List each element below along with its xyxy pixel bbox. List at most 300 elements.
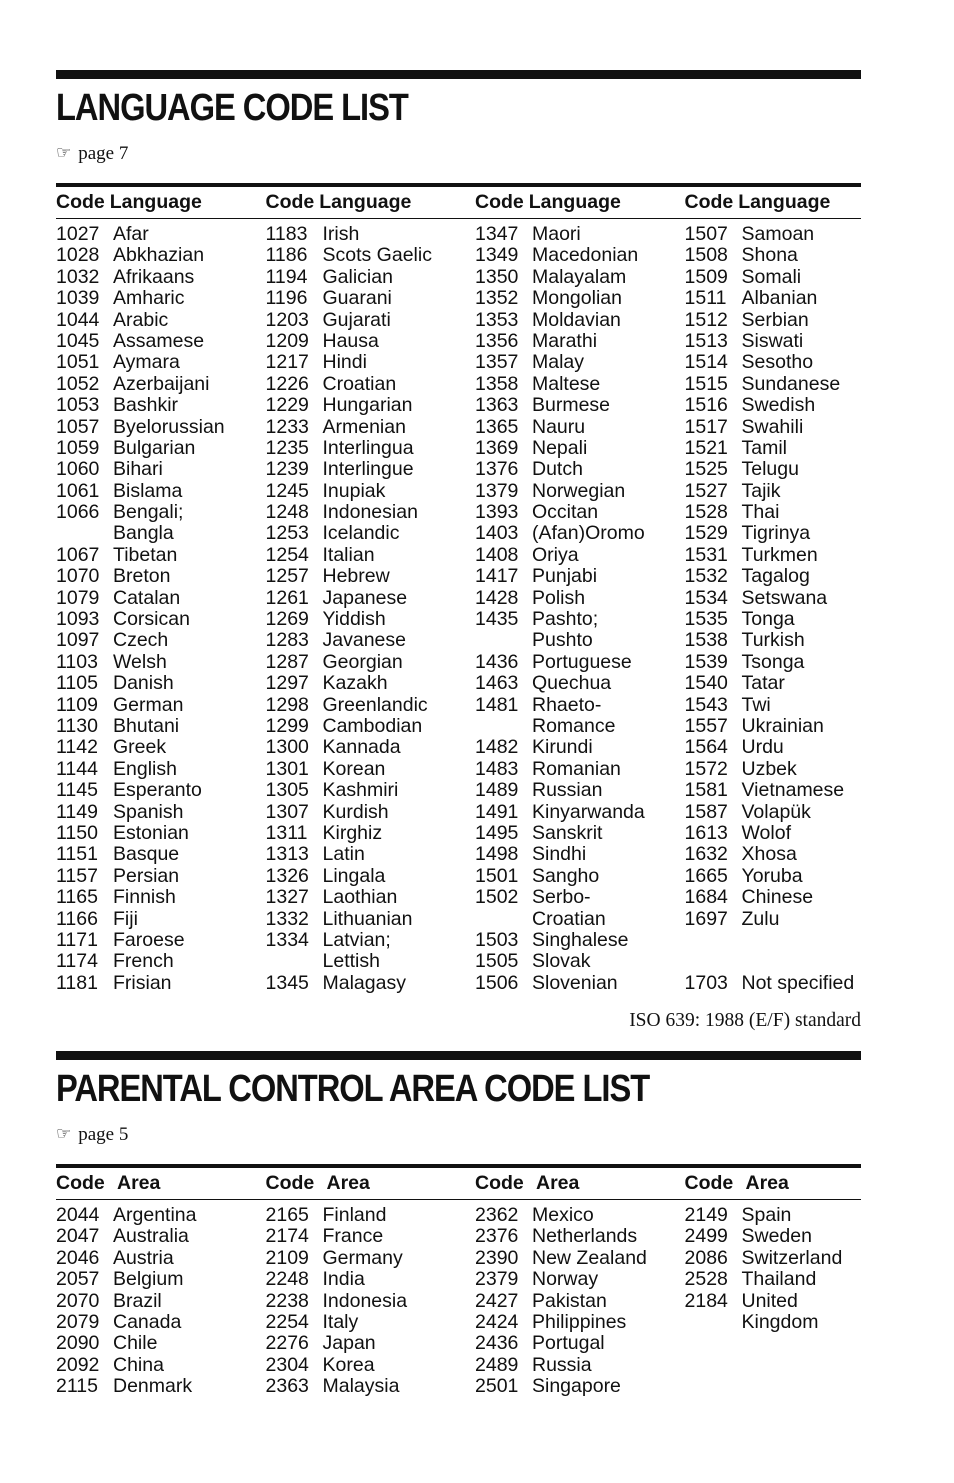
name-cell: Australia (113, 1225, 189, 1248)
name-cell: Assamese (113, 329, 205, 352)
table-header (56, 1168, 861, 1199)
table-row (685, 545, 861, 566)
code-cell: 1028 (56, 244, 100, 267)
code-cell: 1356 (475, 329, 519, 352)
name-cell: Brazil (113, 1289, 162, 1312)
table-row (475, 1312, 685, 1333)
table-row (685, 438, 861, 459)
code-cell: 1501 (475, 864, 519, 887)
table-row (56, 930, 266, 951)
name-cell: Nauru (532, 415, 586, 438)
name-cell: Slovak (532, 950, 591, 973)
code-cell: 1052 (56, 372, 100, 395)
table-row (685, 609, 861, 630)
name-cell: Somali (741, 265, 802, 288)
table-row (266, 1248, 476, 1269)
table-row (56, 866, 266, 887)
code-cell: 1345 (265, 971, 309, 994)
name-cell: Serbo- (532, 886, 591, 909)
code-cell: 1508 (684, 244, 728, 267)
table-row (56, 352, 266, 373)
table-row (475, 673, 685, 694)
table-row (475, 951, 685, 972)
code-cell: 2149 (684, 1204, 728, 1226)
name-cell: Tatar (741, 672, 785, 695)
table-row (475, 245, 685, 266)
code-cell: 1327 (265, 886, 309, 909)
table-row (685, 844, 861, 865)
name-cell: Quechua (532, 672, 612, 695)
name-cell: Sindhi (532, 843, 587, 866)
name-cell: Spain (741, 1204, 792, 1226)
name-cell: Zulu (741, 907, 780, 930)
name-cell: Russian (532, 779, 603, 802)
name-cell: Sesotho (741, 351, 814, 374)
code-cell: 2115 (56, 1375, 98, 1398)
column-header (475, 1172, 685, 1195)
name-cell: Bangla (113, 522, 174, 545)
code-cell: 2254 (265, 1310, 309, 1333)
table-row (475, 802, 685, 823)
name-cell: Kirghiz (322, 821, 383, 844)
code-cell: 1436 (475, 650, 519, 673)
page-reference-label: page 7 (78, 143, 129, 164)
code-cell (685, 951, 742, 972)
table-row (266, 695, 476, 716)
table-row (475, 1248, 685, 1269)
name-cell: Argentina (113, 1204, 197, 1226)
name-cell: Swahili (741, 415, 804, 438)
code-cell: 1376 (475, 458, 519, 481)
table-row (685, 780, 861, 801)
code-cell: 1540 (684, 672, 728, 695)
code-cell: 1157 (56, 864, 98, 887)
name-cell: Kannada (322, 736, 401, 759)
name-cell: Denmark (113, 1375, 193, 1398)
code-cell: 2044 (56, 1204, 100, 1226)
code-cell: 1535 (684, 608, 728, 631)
code-cell: 1039 (56, 287, 100, 310)
code-cell: 1489 (475, 779, 519, 802)
code-cell: 1528 (684, 501, 728, 524)
code-cell (685, 1312, 742, 1333)
code-cell: 2086 (684, 1246, 728, 1269)
name-cell: Pushto (532, 629, 593, 652)
table-row (685, 310, 861, 331)
language-columns (56, 224, 861, 994)
name-cell: Malagasy (322, 971, 406, 994)
name-cell: Afrikaans (113, 265, 195, 288)
code-cell: 1261 (265, 586, 309, 609)
code-cell: 1532 (684, 565, 728, 588)
name-cell: Latin (322, 843, 365, 866)
table-row (475, 1355, 685, 1376)
code-cell: 1053 (56, 394, 100, 417)
code-cell: 1505 (475, 950, 519, 973)
name-cell: Serbian (741, 308, 809, 331)
table-row (266, 630, 476, 651)
table-row (475, 566, 685, 587)
name-cell: Amharic (113, 287, 185, 310)
table-row (685, 288, 861, 309)
name-cell: Thai (741, 501, 780, 524)
name-cell: Kazakh (322, 672, 388, 695)
table-row (266, 588, 476, 609)
code-cell: 1703 (684, 971, 728, 994)
name-cell: Inupiak (322, 479, 386, 502)
name-cell: Tsonga (741, 650, 805, 673)
table-header-rule (56, 218, 861, 219)
name-cell: Yiddish (322, 608, 386, 631)
name-cell: Bhutani (113, 714, 180, 737)
table-row (56, 802, 266, 823)
name-cell: Aymara (113, 351, 180, 374)
table-row (685, 887, 861, 908)
name-cell: Fiji (113, 907, 138, 930)
code-cell: 1109 (56, 693, 98, 716)
code-cell: 1363 (475, 394, 519, 417)
name-cell: Swedish (741, 394, 816, 417)
table-row (685, 502, 861, 523)
table-row (475, 481, 685, 502)
table-row (475, 331, 685, 352)
name-cell: Samoan (741, 223, 815, 245)
table-row (475, 823, 685, 844)
code-cell: 1507 (684, 223, 728, 245)
name-cell: Dutch (532, 458, 583, 481)
table-row (266, 502, 476, 523)
code-cell: 2362 (475, 1204, 519, 1226)
name-cell: Tamil (741, 436, 788, 459)
code-cell: 1491 (475, 800, 519, 823)
code-cell (475, 630, 532, 651)
code-cell: 2376 (475, 1225, 519, 1248)
name-cell: Switzerland (741, 1246, 843, 1269)
table-row (685, 459, 861, 480)
code-header: Code (265, 191, 315, 213)
table-row (475, 630, 685, 651)
name-cell: Macedonian (532, 244, 639, 267)
name-cell: Bihari (113, 458, 163, 481)
code-cell: 2047 (56, 1225, 100, 1248)
name-cell: Chile (113, 1332, 158, 1355)
name-cell: Twi (741, 693, 771, 716)
code-cell: 1283 (265, 629, 309, 652)
table-row (56, 1376, 266, 1397)
code-cell: 1257 (265, 565, 309, 588)
name-cell: Armenian (322, 415, 406, 438)
parental-section (56, 1051, 861, 1398)
table-row (56, 438, 266, 459)
name-cell: Croatian (322, 372, 397, 395)
name-cell: Bulgarian (113, 436, 196, 459)
code-cell: 1305 (265, 779, 309, 802)
code-cell: 1403 (475, 522, 519, 545)
section-top-bar (56, 1051, 861, 1060)
name-cell: Estonian (113, 821, 189, 844)
table-row (475, 909, 685, 930)
code-cell: 2304 (265, 1353, 309, 1376)
name-cell: Czech (113, 629, 169, 652)
name-cell: Latvian; (322, 928, 391, 951)
table-row (475, 523, 685, 544)
code-cell: 2276 (265, 1332, 309, 1355)
language-header: Language (319, 191, 412, 213)
table-row (266, 331, 476, 352)
table-row (56, 737, 266, 758)
code-cell: 1515 (684, 372, 728, 395)
name-cell: Romance (532, 714, 616, 737)
code-cell: 1171 (56, 928, 98, 951)
code-cell: 1217 (265, 351, 309, 374)
code-cell: 1587 (684, 800, 728, 823)
name-cell: Occitan (532, 501, 599, 524)
name-cell: Shona (741, 244, 798, 267)
name-cell: Italy (322, 1310, 359, 1333)
code-cell: 2079 (56, 1310, 100, 1333)
name-cell: Byelorussian (113, 415, 225, 438)
code-cell (56, 523, 113, 544)
table-row (475, 652, 685, 673)
code-cell: 1503 (475, 928, 519, 951)
code-cell: 1145 (56, 779, 98, 802)
code-cell: 1435 (475, 608, 519, 631)
code-cell: 1165 (56, 886, 98, 909)
table-row (685, 737, 861, 758)
code-cell: 2238 (265, 1289, 309, 1312)
code-cell: 1417 (475, 565, 519, 588)
name-cell: Breton (113, 565, 171, 588)
name-cell: Moldavian (532, 308, 621, 331)
table-row (56, 267, 266, 288)
name-cell: Malayalam (532, 265, 627, 288)
code-cell: 2501 (475, 1375, 519, 1398)
name-cell: Persian (113, 864, 180, 887)
table-row (266, 737, 476, 758)
name-cell: Romanian (532, 757, 621, 780)
code-cell: 1299 (265, 714, 309, 737)
area-header: Area (117, 1172, 161, 1194)
table-header-rule (56, 1199, 861, 1200)
name-cell: Not specified (741, 971, 855, 994)
table-row (56, 224, 266, 245)
code-cell: 1353 (475, 308, 519, 331)
column-header (475, 191, 685, 214)
name-cell: Danish (113, 672, 174, 695)
code-cell: 1357 (475, 351, 519, 374)
code-cell: 1349 (475, 244, 519, 267)
name-cell: Sundanese (741, 372, 841, 395)
name-cell: India (322, 1268, 365, 1291)
code-cell (685, 930, 742, 951)
area-header: Area (536, 1172, 580, 1194)
name-cell: Hebrew (322, 565, 390, 588)
code-cell: 1632 (684, 843, 728, 866)
name-cell: Italian (322, 543, 375, 566)
code-cell: 1226 (265, 372, 309, 395)
code-cell: 1534 (684, 586, 728, 609)
code-cell: 1531 (684, 543, 728, 566)
table-row (685, 352, 861, 373)
code-cell: 1482 (475, 736, 519, 759)
table-row (685, 245, 861, 266)
code-cell: 1300 (265, 736, 309, 759)
code-cell: 1514 (684, 351, 728, 374)
code-cell: 1298 (265, 693, 309, 716)
page-reference (56, 1125, 861, 1144)
code-cell: 2427 (475, 1289, 519, 1312)
name-cell: Finnish (113, 886, 176, 909)
code-header: Code (684, 1172, 734, 1194)
table-row (685, 481, 861, 502)
code-cell: 2046 (56, 1246, 100, 1269)
table-row (475, 930, 685, 951)
name-cell: Kingdom (741, 1310, 819, 1333)
code-cell: 1481 (475, 693, 519, 716)
table-row (685, 1226, 861, 1247)
table-row (56, 759, 266, 780)
code-cell: 2070 (56, 1289, 100, 1312)
code-cell: 1350 (475, 265, 519, 288)
area-columns (56, 1205, 861, 1398)
code-cell: 2184 (684, 1289, 728, 1312)
table-row (266, 780, 476, 801)
standard-note: ISO 639: 1988 (E/F) standard (629, 1010, 861, 1032)
table-row (266, 716, 476, 737)
table-row (475, 866, 685, 887)
name-cell: Thailand (741, 1268, 817, 1291)
table-row (266, 267, 476, 288)
code-cell: 1334 (265, 928, 309, 951)
code-cell: 1248 (265, 501, 309, 524)
column-header (266, 1172, 476, 1195)
code-cell: 1538 (684, 629, 728, 652)
table-row (685, 652, 861, 673)
name-cell: Maori (532, 223, 581, 245)
table-row (266, 395, 476, 416)
table-row (685, 224, 861, 245)
table-row (56, 973, 266, 994)
name-cell: English (113, 757, 177, 780)
column-header (266, 191, 476, 214)
name-cell: Hungarian (322, 394, 413, 417)
table-row (685, 374, 861, 395)
table-row (266, 545, 476, 566)
code-cell: 1408 (475, 543, 519, 566)
table-row (266, 1376, 476, 1397)
name-cell: Malaysia (322, 1375, 400, 1398)
table-row (475, 417, 685, 438)
code-header: Code (56, 1172, 105, 1194)
page-reference (56, 144, 861, 163)
table-row (475, 374, 685, 395)
name-cell: Marathi (532, 329, 598, 352)
code-cell: 1181 (56, 971, 98, 994)
name-cell (742, 930, 861, 951)
code-cell: 2390 (475, 1246, 519, 1269)
name-cell: Galician (322, 265, 393, 288)
name-cell: Javanese (322, 629, 406, 652)
code-cell: 1196 (265, 287, 308, 310)
column-header (685, 191, 861, 214)
code-cell: 1506 (475, 971, 519, 994)
code-cell: 1067 (56, 543, 100, 566)
table-row (56, 374, 266, 395)
code-cell: 1066 (56, 501, 100, 524)
name-cell: Faroese (113, 928, 185, 951)
name-cell: Urdu (741, 736, 784, 759)
table-row (475, 887, 685, 908)
code-cell: 1130 (56, 714, 98, 737)
name-cell: China (113, 1353, 164, 1376)
table-row (475, 502, 685, 523)
name-cell: Netherlands (532, 1225, 638, 1248)
table-row (685, 588, 861, 609)
name-cell: Finland (322, 1204, 387, 1226)
table-row (685, 973, 861, 994)
table-header (56, 187, 861, 218)
table-row (56, 1269, 266, 1290)
name-cell: Indonesian (322, 501, 418, 524)
name-cell: French (113, 950, 174, 973)
table-row (266, 1205, 476, 1226)
name-cell: Yoruba (741, 864, 803, 887)
table-row (685, 1248, 861, 1269)
table-row (475, 609, 685, 630)
table-row (475, 716, 685, 737)
code-header: Code (56, 191, 105, 213)
table-row (266, 973, 476, 994)
language-header: Language (109, 191, 202, 213)
name-cell: Tigrinya (741, 522, 811, 545)
table-row (56, 630, 266, 651)
code-cell: 1581 (684, 779, 728, 802)
code-cell: 1684 (684, 886, 728, 909)
table-row (266, 652, 476, 673)
code-cell: 1105 (56, 672, 98, 695)
name-cell: Catalan (113, 586, 181, 609)
code-cell: 1301 (265, 757, 309, 780)
table-row (685, 417, 861, 438)
table-row (56, 395, 266, 416)
section-title: PARENTAL CONTROL AREA CODE LIST (56, 1068, 650, 1110)
code-cell: 1186 (265, 244, 308, 267)
code-cell: 2090 (56, 1332, 100, 1355)
table-row (475, 1269, 685, 1290)
code-header: Code (265, 1172, 315, 1194)
code-cell: 2489 (475, 1353, 519, 1376)
code-cell: 1572 (684, 757, 728, 780)
code-header: Code (475, 191, 524, 213)
table-row (685, 823, 861, 844)
code-cell: 1697 (684, 907, 728, 930)
table-row (266, 310, 476, 331)
section-top-bar (56, 70, 861, 79)
name-cell: Lettish (322, 950, 380, 973)
name-cell: Mongolian (532, 287, 622, 310)
code-cell: 1393 (475, 501, 519, 524)
name-cell: Canada (113, 1310, 182, 1333)
name-cell: Setswana (741, 586, 828, 609)
table-row (475, 310, 685, 331)
name-cell: Uzbek (741, 757, 797, 780)
name-cell: Slovenian (532, 971, 618, 994)
name-cell: Portugal (532, 1332, 605, 1355)
code-cell: 1365 (475, 415, 519, 438)
table-row (266, 759, 476, 780)
name-cell: Pakistan (532, 1289, 607, 1312)
name-cell: Chinese (741, 886, 814, 909)
